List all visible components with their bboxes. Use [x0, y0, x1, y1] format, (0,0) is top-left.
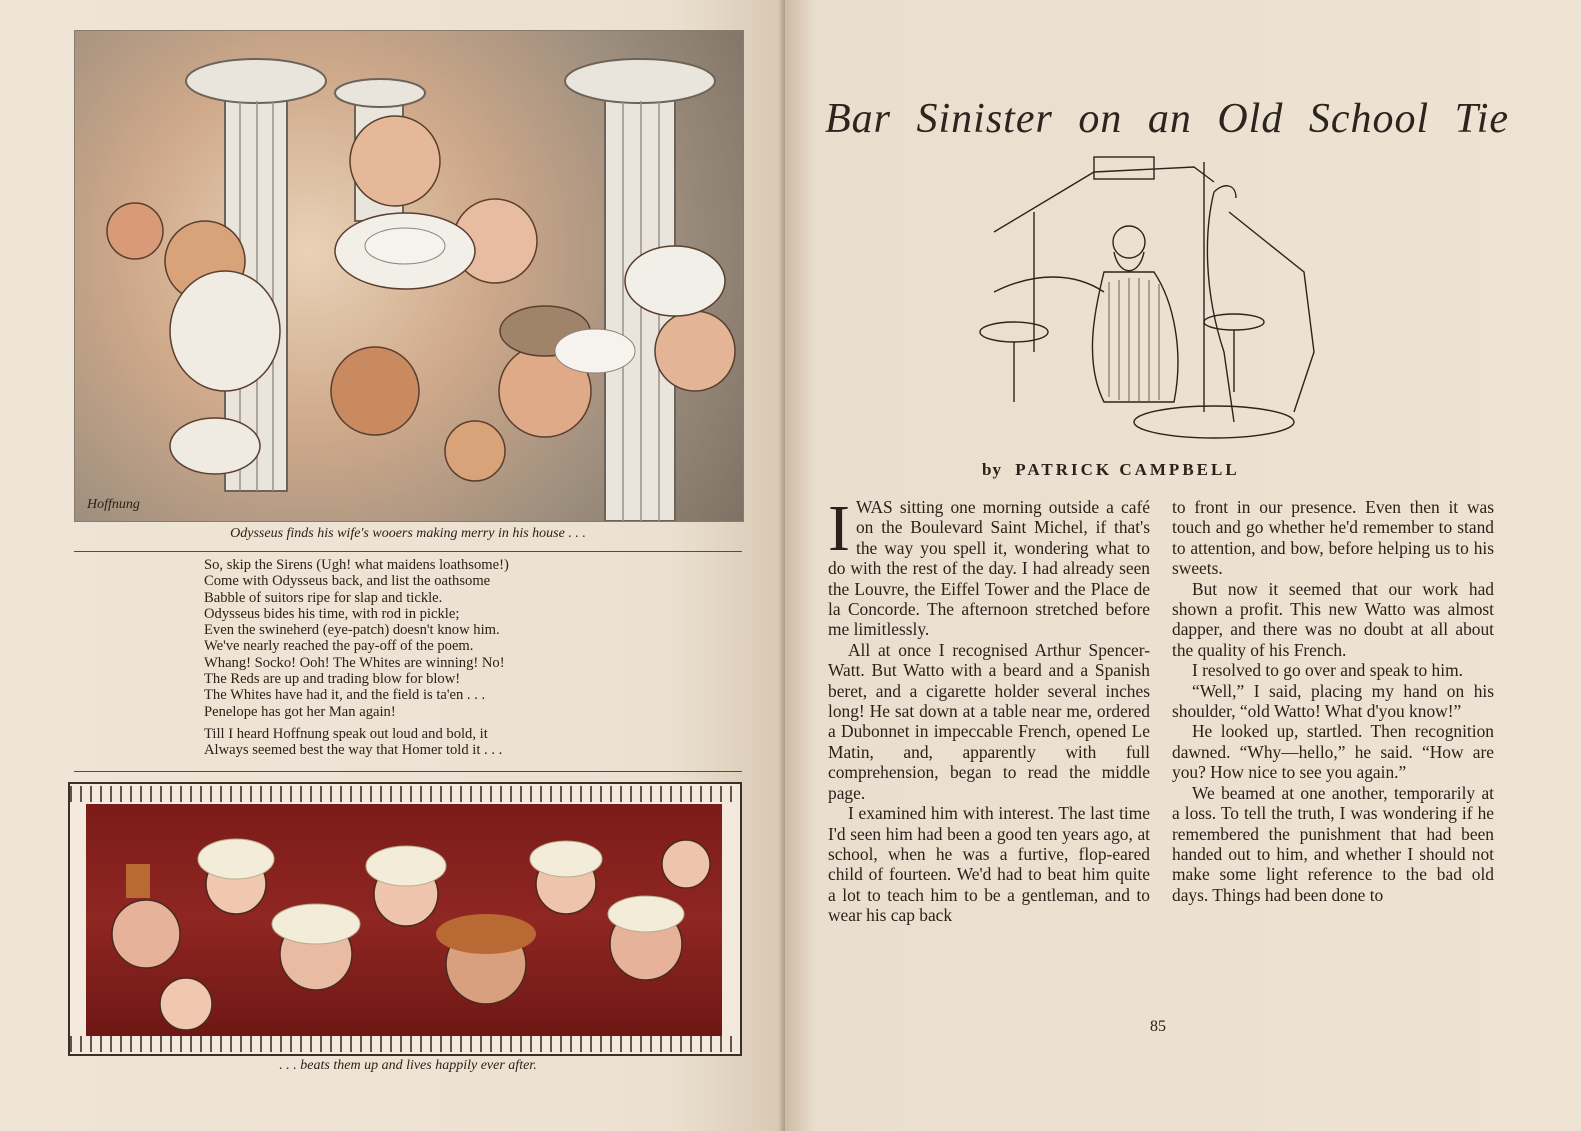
fight-frieze-frame	[68, 782, 742, 1056]
poem-line: The Whites have had it, and the field is ta'en . . .	[204, 687, 486, 704]
paragraph: But now it seemed that our work had shown a profit. This new Watto was almost dapper, and there was no doubt at all about the quality of his French.	[1172, 578, 1494, 660]
poem-line: Till I heard Hoffnung speak out loud and bold, it	[204, 725, 488, 742]
caption-bottom: . . . beats them up and lives happily ever after.	[279, 1058, 537, 1073]
banquet-illustration	[74, 30, 744, 522]
drop-cap: I	[828, 492, 850, 565]
fight-illustration	[86, 804, 722, 1036]
poem-line: We've nearly reached the pay-off of the poem.	[204, 638, 474, 655]
poem	[204, 557, 624, 759]
poem-line: Penelope has got her Man again!	[204, 703, 396, 720]
poem-line: Come with Odysseus back, and list the oathsome	[204, 573, 491, 590]
poem-line: Babble of suitors ripe for slap and tickle.	[204, 589, 443, 606]
article-title: Bar Sinister on an Old School Tie	[825, 96, 1509, 142]
paragraph: “Well,” I said, placing my hand on his shoulder, “old Watto! What d'you know!”	[1172, 680, 1494, 722]
paragraph-text: WAS sitting one morning outside a café on the Boulevard Saint Michel, if that's the way you spell it, wondering what to do with the rest of the day. I had already seen the Louvre, the Eiffel Tower and the Place de la Concorde. The afternoon stretched before me limitlessly.	[828, 497, 1150, 640]
byline	[982, 460, 1362, 480]
meander-border-bottom	[70, 1036, 740, 1052]
poem-line: So, skip the Sirens (Ugh! what maidens loathsome!)	[204, 557, 509, 573]
paragraph: I examined him with interest. The last time I'd seen him had been a good ten years ago, at school, when he was a furtive, flop-eared child of fourteen. We'd had to beat him quite a lot to teach him to be a gentleman, and to wear his cap back	[828, 803, 1150, 926]
cafe-sketch-illustration	[974, 152, 1348, 444]
divider-bottom	[74, 771, 742, 772]
byline-prefix: by	[982, 460, 1002, 479]
poem-stanza-2	[204, 726, 624, 759]
artist-signature: Hoffnung	[87, 497, 140, 512]
paragraph	[828, 492, 1150, 640]
poem-line: Whang! Socko! Ooh! The Whites are winning! No!	[204, 654, 505, 671]
paragraph: to front in our presence. Even then it was touch and go whether he'd remember to stand to attention, and bow, before helping us to his sweets.	[1172, 497, 1494, 579]
paragraph: All at once I recognised Arthur Spencer-Watt. But Watto with a beard and a Spanish beret, and a cigarette holder several inches long! He sat down at a table near me, ordered a Dubonnet in impeccable French, opened Le Matin, and, apparently with full comprehension, began to read the middle page.	[828, 639, 1150, 803]
meander-border-top	[70, 786, 740, 802]
poem-stanza-1	[204, 557, 624, 720]
paragraph: We beamed at one another, temporarily at a loss. To tell the truth, I was wondering if he remembered the punishment that had been handed out to him, and whether I should not make some light reference to the bad old days. Things had been done to	[1172, 782, 1494, 905]
article-column-2	[1172, 497, 1494, 905]
poem-line: Even the swineherd (eye-patch) doesn't know him.	[204, 622, 500, 639]
left-page	[0, 0, 785, 1131]
poem-line: Always seemed best the way that Homer told it . . .	[204, 742, 503, 759]
article-column-1	[828, 492, 1150, 926]
divider-top	[74, 551, 742, 552]
poem-line: The Reds are up and trading blow for blow!	[204, 671, 461, 688]
paragraph: I resolved to go over and speak to him.	[1192, 660, 1463, 681]
author-name: PATRICK CAMPBELL	[1015, 460, 1240, 479]
page-number: 85	[1150, 1018, 1166, 1035]
caption-top: Odysseus finds his wife's wooers making merry in his house . . .	[230, 526, 586, 541]
poem-line: Odysseus bides his time, with rod in pickle;	[204, 605, 460, 622]
paragraph: He looked up, startled. Then recognition dawned. “Why—hello,” he said. “How are you? How nice to see you again.”	[1172, 721, 1494, 783]
